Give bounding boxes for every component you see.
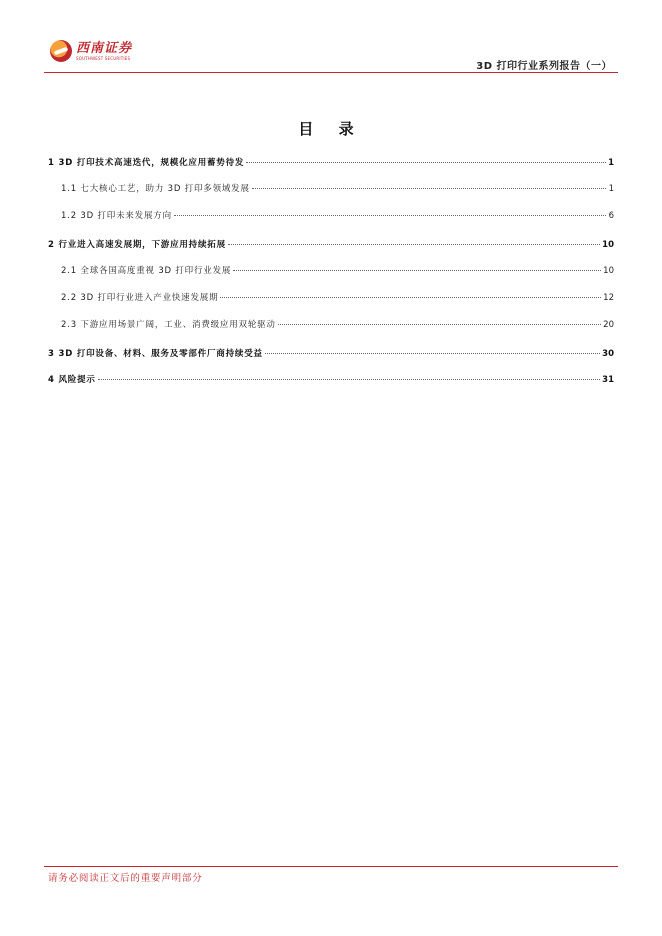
toc-entry-label: 1.2 3D 打印未来发展方向 xyxy=(61,211,172,221)
toc-entry-label: 2.1 全球各国高度重视 3D 打印行业发展 xyxy=(61,266,232,276)
toc-entry-label: 1 3D 打印技术高速迭代，规模化应用蓄势待发 xyxy=(48,158,245,168)
toc-entry-label: 2.3 下游应用场景广阔，工业、消费级应用双轮驱动 xyxy=(61,320,276,330)
logo-text xyxy=(76,42,132,61)
logo-icon xyxy=(50,40,72,62)
footer-divider xyxy=(44,866,618,867)
toc-leader-dots xyxy=(278,324,601,325)
toc-entry-3[interactable] xyxy=(48,347,614,359)
toc-entry-label: 2 行业进入高速发展期，下游应用持续拓展 xyxy=(48,240,226,250)
toc-entry-label: 2.2 3D 打印行业进入产业快速发展期 xyxy=(61,293,219,303)
toc-leader-dots xyxy=(220,297,601,298)
toc-entry-4[interactable] xyxy=(48,373,614,385)
toc-page-number: 12 xyxy=(603,293,614,303)
toc-entry-2-3[interactable] xyxy=(48,318,614,330)
toc-entry-1[interactable] xyxy=(48,156,614,168)
logo-english-name: SOUTHWEST SECURITIES xyxy=(76,55,131,61)
toc-page-number: 20 xyxy=(603,320,614,330)
company-logo xyxy=(50,40,132,62)
toc-leader-dots xyxy=(252,188,606,189)
toc-entry-2-1[interactable] xyxy=(48,264,614,276)
toc-entry-2[interactable] xyxy=(48,238,614,250)
toc-leader-dots xyxy=(174,215,606,216)
toc-entry-label: 4 风险提示 xyxy=(48,375,96,385)
toc-page-number: 30 xyxy=(602,349,614,359)
toc-page-number: 10 xyxy=(602,240,614,250)
toc-page-number: 1 xyxy=(608,158,614,168)
toc-page-number: 1 xyxy=(608,184,614,194)
toc-leader-dots xyxy=(228,244,600,245)
toc-page-number: 6 xyxy=(608,211,614,221)
table-of-contents xyxy=(48,156,614,399)
toc-entry-2-2[interactable] xyxy=(48,291,614,303)
toc-leader-dots xyxy=(233,270,601,271)
toc-leader-dots xyxy=(98,379,600,380)
toc-entry-1-2[interactable] xyxy=(48,209,614,221)
toc-page-number: 10 xyxy=(603,266,614,276)
toc-page-number: 31 xyxy=(602,375,614,385)
report-title: 3D 打印行业系列报告（一） xyxy=(476,61,612,72)
logo-chinese-name: 西南证券 xyxy=(76,40,133,56)
footer-disclaimer: 请务必阅读正文后的重要声明部分 xyxy=(48,873,203,884)
toc-heading: 目 录 xyxy=(298,120,364,138)
toc-entry-1-1[interactable] xyxy=(48,182,614,194)
toc-entry-label: 1.1 七大核心工艺，助力 3D 打印多领域发展 xyxy=(61,184,250,194)
toc-leader-dots xyxy=(246,162,606,163)
header-divider xyxy=(44,72,618,73)
toc-entry-label: 3 3D 打印设备、材料、服务及零部件厂商持续受益 xyxy=(48,349,263,359)
toc-leader-dots xyxy=(265,353,600,354)
